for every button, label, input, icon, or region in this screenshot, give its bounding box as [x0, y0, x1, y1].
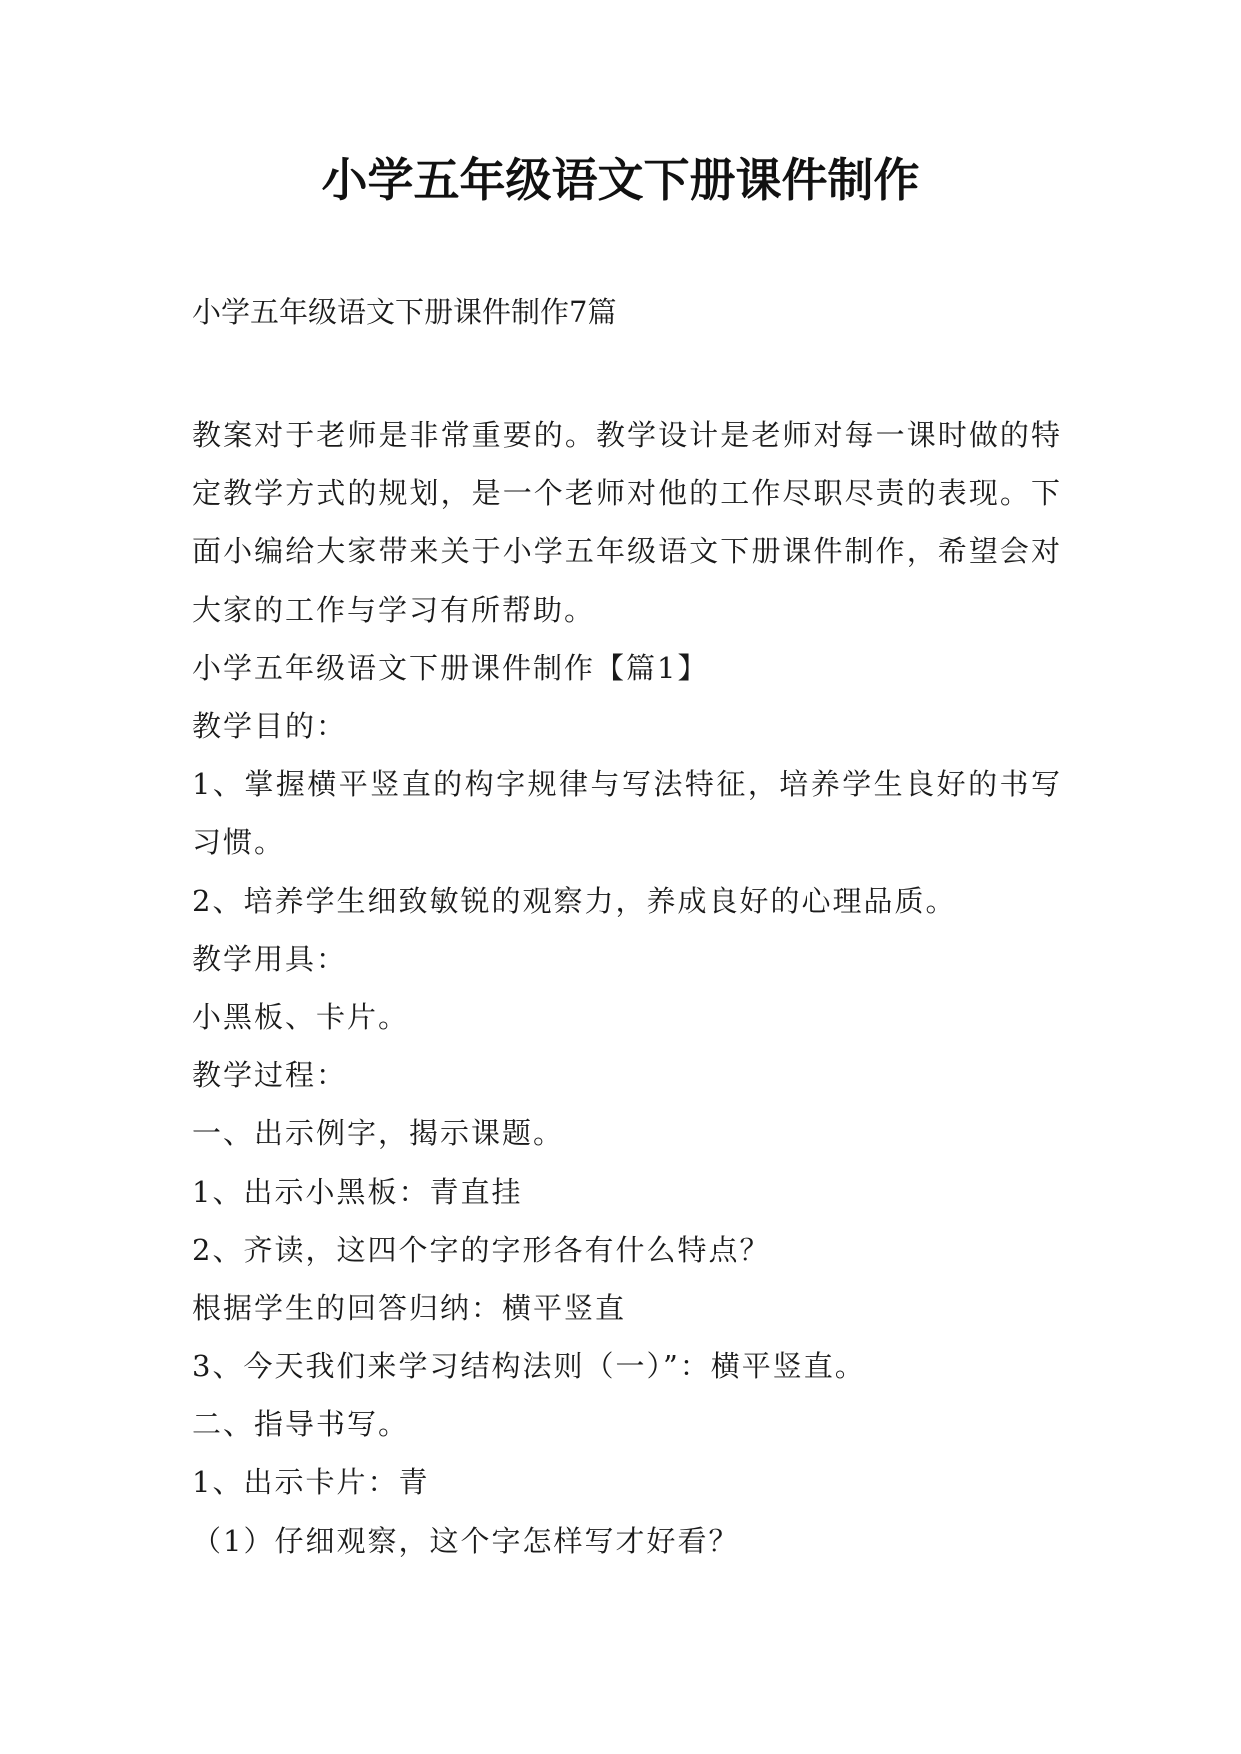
process-substep-2: 2、齐读，这四个字的字形各有什么特点？ — [192, 1232, 771, 1267]
teaching-tools-text: 小黑板、卡片。 — [192, 999, 410, 1034]
goal-item-1: 1、掌握横平竖直的构字规律与写法特征，培养学生良好的书写习惯。 — [192, 767, 1062, 860]
document-body — [192, 406, 1062, 1570]
section-heading-part1: 小学五年级语文下册课件制作【篇1】 — [192, 650, 709, 685]
teaching-tools-heading: 教学用具： — [192, 941, 348, 976]
process-card-item: 1、出示卡片：青 — [192, 1465, 430, 1500]
process-step-2: 二、指导书写。 — [192, 1407, 410, 1442]
goal-item-2: 2、培养学生细致敏锐的观察力，养成良好的心理品质。 — [192, 883, 957, 918]
teaching-process-heading: 教学过程： — [192, 1058, 348, 1093]
process-substep-3: 3、今天我们来学习结构法则（一）”：横平竖直。 — [192, 1349, 866, 1384]
process-question: （1）仔细观察，这个字怎样写才好看？ — [192, 1523, 740, 1558]
teaching-goals-heading: 教学目的： — [192, 709, 348, 743]
process-summary: 根据学生的回答归纳：横平竖直 — [192, 1290, 627, 1325]
document-subtitle: 小学五年级语文下册课件制作7篇 — [192, 295, 617, 329]
process-substep-1: 1、出示小黑板：青直挂 — [192, 1174, 523, 1209]
process-step-1: 一、出示例字，揭示课题。 — [192, 1116, 565, 1151]
document-title: 小学五年级语文下册课件制作 — [321, 153, 920, 207]
intro-paragraph: 教案对于老师是非常重要的。教学设计是老师对每一课时做的特定教学方式的规划，是一个老师对他的工作尽职尽责的表现。下面小编给大家带来关于小学五年级语文下册课件制作，希望会对大家的工作与学习有所帮助。 — [192, 418, 1062, 627]
